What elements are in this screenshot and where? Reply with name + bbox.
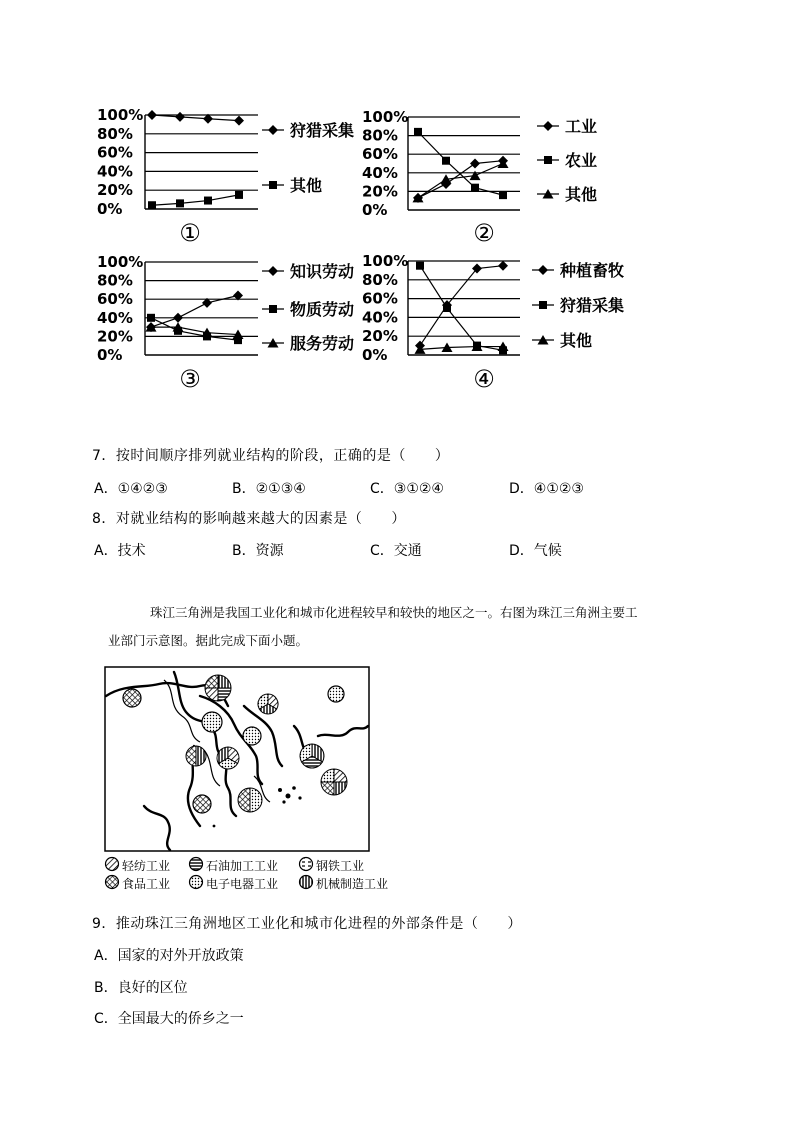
chart-number: ② [473, 219, 495, 247]
industry-symbol [243, 727, 261, 745]
series-line-3 [418, 164, 503, 198]
series-line-1 [420, 266, 503, 346]
chart-2 [362, 108, 597, 247]
food-sector [123, 689, 141, 707]
intro-line-1: 珠江三角洲是我国工业化和城市化进程较早和较快的地区之一。右图为珠江三角洲主要工 [150, 605, 638, 620]
question-9-stem: 9．推动珠江三角洲地区工业化和城市化进程的外部条件是（ ） [92, 916, 522, 932]
data-point [234, 116, 244, 126]
question-8-option-b[interactable]: B．资源 [232, 543, 284, 559]
legend-label: 其他 [565, 185, 598, 204]
question-8-option-c[interactable]: C．交通 [370, 543, 422, 559]
y-tick-label: 20% [97, 327, 133, 346]
electronics-sector [243, 727, 261, 745]
industry-symbol [238, 788, 262, 812]
question-9-option-c[interactable]: C．全国最大的侨乡之一 [94, 1011, 244, 1027]
industry-symbol [217, 747, 239, 769]
y-tick-label: 80% [97, 124, 133, 143]
question-7-option-b[interactable]: B．②①③④ [232, 481, 306, 497]
data-point [471, 184, 479, 192]
question-8-option-d[interactable]: D．气候 [509, 543, 562, 559]
legend-marker [539, 301, 547, 309]
legend-marker [269, 305, 277, 313]
data-point [147, 110, 157, 120]
question-7-option-d[interactable]: D．④①②③ [509, 481, 584, 497]
data-point [175, 112, 185, 122]
industry-symbol [193, 795, 211, 813]
food-sector [193, 795, 211, 813]
y-tick-label: 100% [362, 252, 409, 270]
legend-label-machinery: 机械制造工业 [316, 877, 389, 891]
legend-marker [538, 265, 548, 275]
legend-label: 服务劳动 [290, 334, 355, 353]
data-point [470, 159, 480, 169]
y-tick-label: 60% [362, 289, 398, 308]
data-point [148, 201, 156, 209]
legend-marker [544, 156, 552, 164]
chart-1 [97, 106, 354, 247]
data-point [416, 262, 424, 270]
industry-symbol [258, 694, 278, 714]
series-line-1 [151, 295, 238, 327]
series-line-1 [152, 115, 239, 121]
legend-label: 狩猎采集 [290, 121, 355, 140]
legend-label-steel: 钢铁工业 [316, 859, 365, 873]
legend-marker [268, 266, 278, 276]
data-point [498, 261, 508, 271]
y-tick-label: 80% [362, 270, 398, 289]
industry-symbol [328, 686, 344, 702]
y-tick-label: 0% [362, 346, 388, 364]
textile-legend-icon [106, 858, 119, 871]
legend-label: 农业 [565, 151, 598, 170]
chart-number: ① [179, 219, 201, 247]
industry-symbol [205, 675, 231, 701]
y-tick-label: 40% [97, 308, 133, 327]
electronics-sector [328, 686, 344, 702]
data-point [442, 157, 450, 165]
question-9-option-a[interactable]: A．国家的对外开放政策 [94, 948, 244, 964]
y-tick-label: 40% [362, 163, 398, 182]
series-line-2 [420, 266, 503, 351]
y-tick-label: 0% [97, 346, 123, 364]
legend-label: 工业 [565, 117, 598, 136]
legend-label: 其他 [560, 331, 593, 350]
y-tick-label: 60% [97, 143, 133, 162]
industry-symbol [186, 746, 206, 766]
data-point [443, 304, 451, 312]
y-tick-label: 0% [97, 200, 123, 218]
legend-marker [269, 181, 277, 189]
chart-number: ④ [473, 365, 495, 393]
industry-symbol [321, 769, 347, 795]
industry-symbol [300, 744, 324, 768]
legend-marker [543, 121, 553, 131]
electronics-legend-icon [190, 876, 203, 889]
industry-symbol [123, 689, 141, 707]
legend-label: 狩猎采集 [560, 296, 625, 315]
data-point [173, 313, 183, 323]
series-line-2 [152, 195, 239, 205]
chart-number: ③ [179, 365, 201, 393]
electronics-sector [202, 712, 222, 732]
machinery-legend-icon [300, 876, 313, 889]
legend-label-petroleum: 石油加工工业 [206, 859, 279, 873]
legend-label-electronics: 电子电器工业 [206, 877, 279, 891]
data-point [147, 314, 155, 322]
y-tick-label: 80% [362, 126, 398, 145]
y-tick-label: 100% [97, 106, 144, 124]
question-8-option-a[interactable]: A．技术 [94, 543, 146, 559]
legend-label-textile: 轻纺工业 [122, 859, 171, 873]
industry-symbol [202, 712, 222, 732]
y-tick-label: 80% [97, 271, 133, 290]
data-point [414, 128, 422, 136]
petroleum-legend-icon [190, 858, 203, 871]
y-tick-label: 60% [362, 145, 398, 164]
employment-charts [0, 95, 794, 400]
food-legend-icon [106, 876, 119, 889]
legend-marker [268, 125, 278, 135]
y-tick-label: 60% [97, 290, 133, 309]
data-point [176, 199, 184, 207]
chart-3 [97, 253, 354, 393]
legend-label: 其他 [290, 176, 323, 195]
chart-4 [362, 252, 624, 393]
y-tick-label: 20% [362, 182, 398, 201]
y-tick-label: 100% [362, 108, 409, 126]
intro-line-2: 业部门示意图。据此完成下面小题。 [108, 633, 309, 648]
y-tick-label: 20% [97, 181, 133, 200]
map-legend [104, 856, 404, 892]
series-line-2 [418, 132, 503, 195]
question-8-stem: 8．对就业结构的影响越来越大的因素是（ ） [92, 511, 406, 527]
legend-label: 种植畜牧 [560, 261, 625, 280]
data-point [499, 191, 507, 199]
y-tick-label: 40% [362, 308, 398, 327]
question-7-option-a[interactable]: A．①④②③ [94, 481, 168, 497]
data-point [470, 171, 481, 181]
data-point [235, 191, 243, 199]
question-9-option-b[interactable]: B．良好的区位 [94, 980, 188, 996]
data-point [204, 197, 212, 205]
legend-label-food: 食品工业 [122, 877, 171, 891]
steel-legend-icon [300, 858, 313, 871]
y-tick-label: 0% [362, 201, 388, 219]
pearl-river-delta-map [104, 666, 370, 852]
legend-label: 知识劳动 [290, 262, 355, 281]
y-tick-label: 100% [97, 253, 144, 271]
y-tick-label: 40% [97, 162, 133, 181]
question-7-option-c[interactable]: C．③①②④ [370, 481, 444, 497]
question-7-stem: 7．按时间顺序排列就业结构的阶段，正确的是（ ） [92, 448, 450, 464]
legend-label: 物质劳动 [290, 300, 355, 319]
y-tick-label: 20% [362, 327, 398, 346]
